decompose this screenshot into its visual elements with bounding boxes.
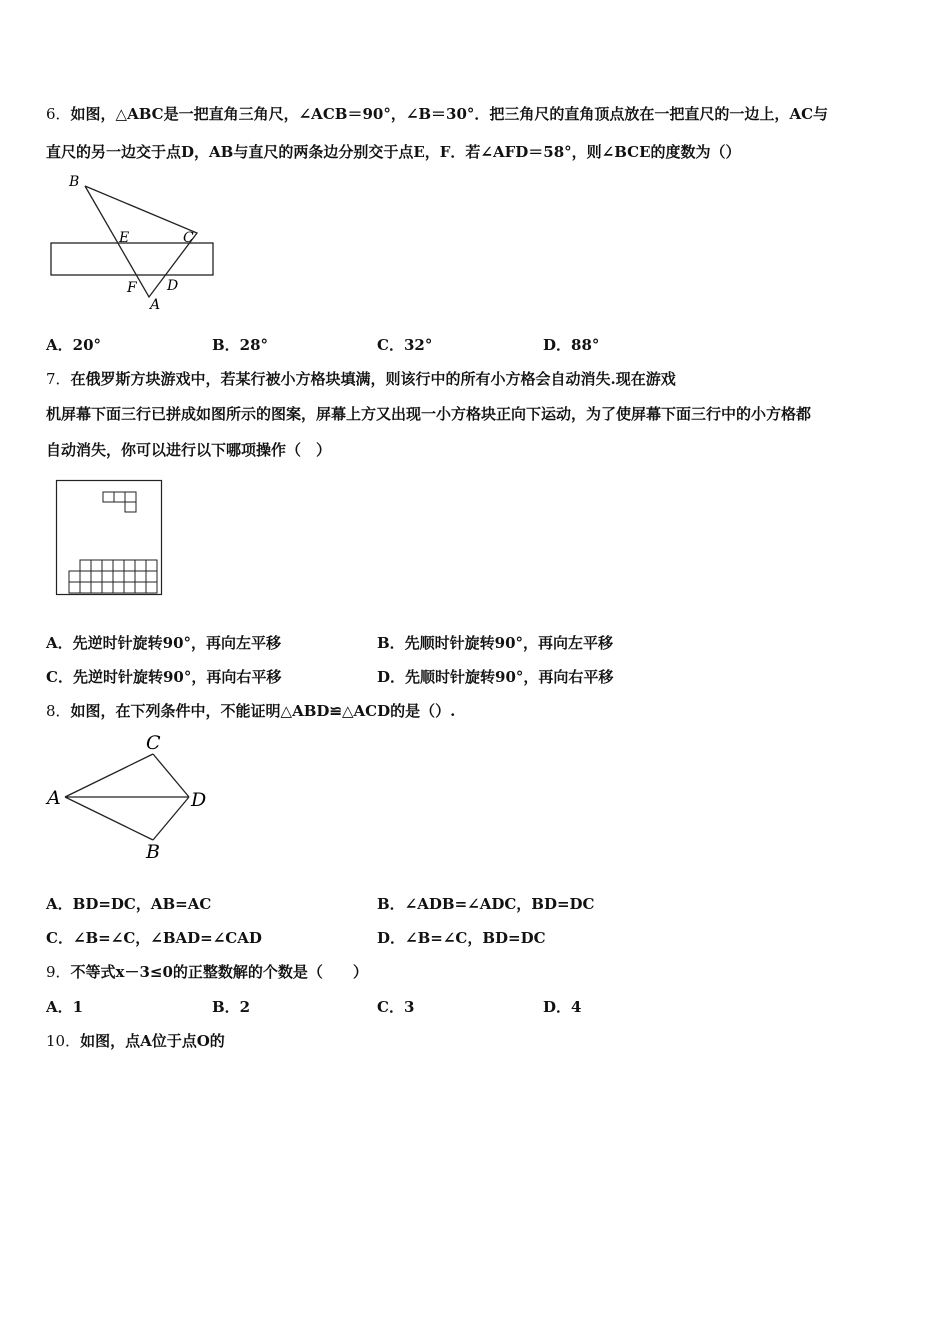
q7-tetris-figure — [56, 480, 162, 595]
q8-figure — [45, 730, 220, 865]
q6-number: 6． — [46, 105, 71, 123]
q7-text-line1: 在俄罗斯方块游戏中，若某行被小方格块填满，则该行中的所有小方格会自动消失.现在游戏 — [70, 370, 676, 388]
label-A: A — [47, 787, 61, 809]
q7-number: 7． — [46, 370, 71, 388]
q10-text-line1: 如图，点A位于点O的 — [80, 1032, 225, 1050]
q6-option-a[interactable]: A．20° — [46, 336, 102, 354]
falling-piece — [103, 492, 136, 512]
q8-option-c[interactable]: C．∠B=∠C，∠BAD=∠CAD — [46, 929, 262, 947]
q6-line1 — [46, 103, 828, 124]
q8-number: 8． — [46, 702, 71, 720]
q8-line1 — [46, 700, 455, 721]
q7-option-b[interactable]: B．先顺时针旋转90°，再向左平移 — [377, 634, 614, 652]
q6-line2: 直尺的另一边交于点D，AB与直尺的两条边分别交于点E，F．若∠AFD＝58°，则∠BCE的度数为（） — [46, 143, 741, 161]
triangle — [85, 186, 197, 297]
label-D: D — [191, 789, 207, 811]
q6-option-c[interactable]: C．32° — [377, 336, 433, 354]
q6-figure — [45, 170, 220, 315]
label-B: B — [146, 841, 160, 863]
q7-option-a[interactable]: A．先逆时针旋转90°，再向左平移 — [46, 634, 282, 652]
q9-option-c[interactable]: C．3 — [377, 998, 415, 1016]
q8-option-d[interactable]: D．∠B=∠C，BD=DC — [377, 929, 546, 947]
ruler — [51, 243, 213, 275]
label-E: E — [119, 230, 130, 246]
q8-option-a[interactable]: A．BD=DC，AB=AC — [46, 895, 212, 913]
q9-text-line1: 不等式x－3≤0的正整数解的个数是（ ） — [70, 963, 368, 981]
label-C: C — [146, 732, 161, 754]
q7-option-c[interactable]: C．先逆时针旋转90°，再向右平移 — [46, 668, 282, 686]
label-F: F — [127, 280, 137, 296]
label-B: B — [69, 174, 80, 190]
q7-option-d[interactable]: D．先顺时针旋转90°，再向右平移 — [377, 668, 614, 686]
q9-option-b[interactable]: B．2 — [212, 998, 251, 1016]
q9-option-d[interactable]: D．4 — [543, 998, 582, 1016]
q8-option-b[interactable]: B．∠ADB=∠ADC，BD=DC — [377, 895, 595, 913]
label-C: C — [183, 230, 194, 246]
q6-text-line1: 如图，△ABC是一把直角三角尺，∠ACB＝90°，∠B＝30°．把三角尺的直角顶点放在一把直尺的一边上，AC与 — [70, 105, 829, 123]
q10-line1 — [46, 1030, 225, 1051]
q10-number: 10． — [46, 1032, 81, 1050]
q7-line1 — [46, 368, 676, 389]
q9-number: 9． — [46, 963, 71, 981]
label-A: A — [150, 297, 161, 313]
bottom-rows — [69, 560, 157, 593]
q9-option-a[interactable]: A．1 — [46, 998, 84, 1016]
q8-text-line1: 如图，在下列条件中，不能证明△ABD≌△ACD的是（）. — [70, 702, 456, 720]
q6-option-d[interactable]: D．88° — [543, 336, 600, 354]
q6-option-b[interactable]: B．28° — [212, 336, 269, 354]
q9-line1 — [46, 961, 368, 982]
label-D: D — [167, 278, 179, 294]
q7-line2: 机屏幕下面三行已拼成如图所示的图案，屏幕上方又出现一小方格块正向下运动，为了使屏幕下面三行中的小方格都 — [46, 405, 812, 423]
q7-line3: 自动消失，你可以进行以下哪项操作（ ） — [46, 441, 332, 459]
